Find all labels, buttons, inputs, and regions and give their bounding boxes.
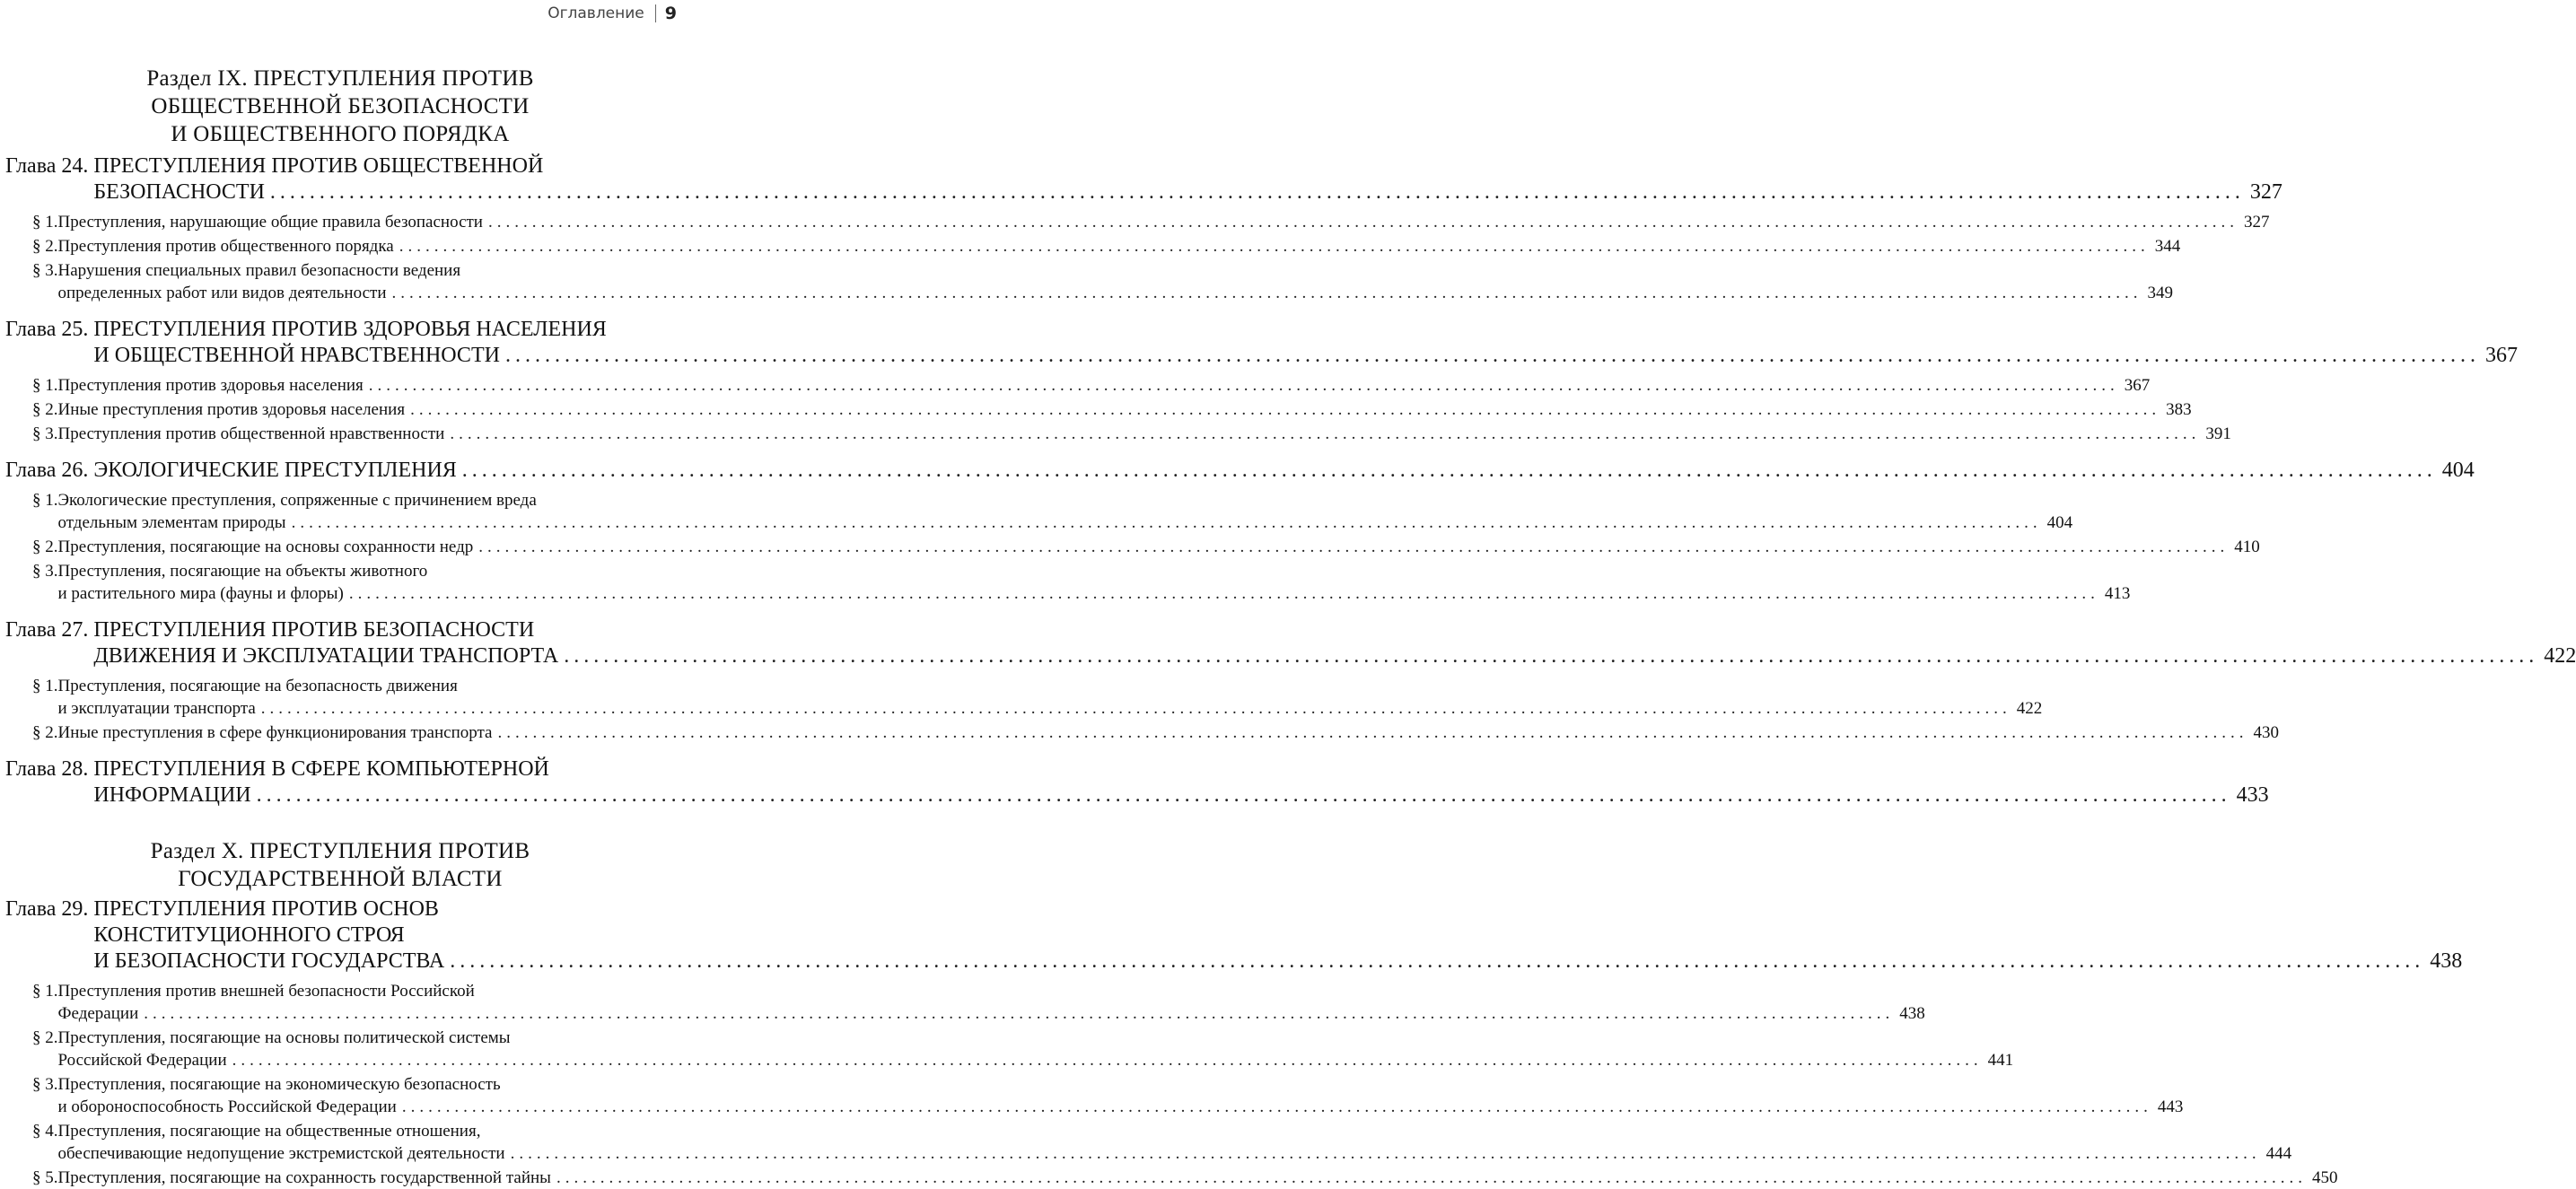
chapter-entry [5, 756, 2269, 809]
paragraph-line: Преступления, нарушающие общие правила безопасности [57, 213, 483, 232]
paragraph-page-number: 344 [2154, 237, 2181, 256]
chapter-line: И БЕЗОПАСНОСТИ ГОСУДАРСТВА [93, 949, 445, 973]
paragraph-page-number: 410 [2234, 538, 2260, 556]
paragraph-line: и растительного мира (фауны и флоры) [57, 584, 344, 603]
chapter-text [93, 756, 2268, 809]
paragraph-last-line [58, 697, 2043, 720]
paragraph-line: Преступления, посягающие на основы сохранности недр [57, 538, 474, 556]
chapter-line: БЕЗОПАСНОСТИ [93, 180, 265, 204]
dot-leader: ........................................................................................................................................................................................................ [399, 237, 2150, 256]
paragraph-last-line [58, 282, 2173, 304]
chapter-line: ПРЕСТУПЛЕНИЯ ПРОТИВ ОБЩЕСТВЕННОЙ [93, 154, 544, 178]
dot-leader: ........................................................................................................................................................................................................ [556, 1168, 2307, 1187]
chapter-page-number: 367 [2484, 344, 2518, 367]
paragraph-text [58, 536, 2260, 558]
chapter-line: ИНФОРМАЦИИ [93, 783, 251, 807]
paragraph-number: § 3. [32, 424, 58, 443]
chapter-line: КОНСТИТУЦИОННОГО СТРОЯ [93, 923, 405, 947]
paragraph-list [5, 489, 2260, 605]
paragraph-number: § 1. [32, 491, 58, 510]
paragraph-last-line [58, 235, 2181, 258]
chapter-text [93, 458, 2474, 484]
chapter-text [93, 153, 2282, 205]
paragraph-entry [5, 980, 1925, 1025]
section-title-line: Раздел IX. ПРЕСТУПЛЕНИЯ ПРОТИВ [146, 66, 534, 91]
paragraph-page-number: 383 [2166, 400, 2192, 419]
chapter-last-line [93, 643, 2576, 669]
dot-leader: ........................................................................................................................................................................................................ [401, 1097, 2152, 1116]
chapter-line: И ОБЩЕСТВЕННОЙ НРАВСТВЕННОСТИ [93, 344, 500, 367]
chapter-number: Глава 24. [5, 154, 89, 178]
dot-leader: ........................................................................................................................................................................................................ [368, 376, 2119, 395]
paragraph-page-number: 450 [2311, 1168, 2338, 1187]
paragraph-line: обеспечивающие недопущение экстремистской деятельности [57, 1144, 505, 1163]
paragraph-entry [5, 1167, 2338, 1189]
paragraph-line: и эксплуатации транспорта [57, 699, 256, 718]
paragraph-line: отдельным элементам природы [57, 513, 286, 532]
section-title-line: ГОСУДАРСТВЕННОЙ ВЛАСТИ [178, 867, 503, 891]
paragraph-number: § 1. [32, 677, 58, 695]
chapter-page-number: 433 [2236, 783, 2269, 807]
paragraph-number: § 2. [32, 538, 58, 556]
paragraph-list [5, 211, 2270, 304]
paragraph-text [58, 1027, 2014, 1071]
paragraph-list [5, 675, 2279, 744]
paragraph-text [58, 489, 2073, 534]
paragraph-last-line [58, 721, 2279, 744]
paragraph-number: § 1. [32, 376, 58, 395]
table-of-contents [5, 65, 2576, 1189]
chapter-text [93, 317, 2518, 369]
paragraph-text [58, 259, 2173, 304]
chapter-text [93, 617, 2576, 669]
dot-leader: ........................................................................................................................................................................................................ [461, 459, 2437, 482]
paragraph-line: Преступления против здоровья населения [57, 376, 364, 395]
paragraph-line: Российской Федерации [57, 1051, 227, 1070]
paragraph-number: § 2. [32, 723, 58, 742]
chapter-number: Глава 26. [5, 459, 89, 482]
paragraph-line: и обороноспособность Российской Федерации [57, 1097, 397, 1116]
paragraph-entry [5, 1073, 2184, 1118]
paragraph-last-line [58, 536, 2260, 558]
paragraph-entry [5, 235, 2181, 258]
dot-leader: ........................................................................................................................................................................................................ [504, 344, 2480, 367]
paragraph-text [58, 1073, 2184, 1118]
chapter-text [93, 896, 2462, 975]
dot-leader: ........................................................................................................................................................................................................ [256, 783, 2231, 807]
paragraph-entry [5, 259, 2173, 304]
paragraph-entry [5, 1027, 2014, 1071]
chapter-number: Глава 28. [5, 757, 89, 781]
paragraph-list [5, 374, 2231, 445]
dot-leader: ........................................................................................................................................................................................................ [410, 400, 2161, 419]
dot-leader: ........................................................................................................................................................................................................ [260, 699, 2011, 718]
paragraph-entry [5, 398, 2192, 421]
chapter-page-number: 438 [2430, 949, 2463, 973]
chapter-last-line [93, 949, 2462, 975]
chapter-line: ПРЕСТУПЛЕНИЯ ПРОТИВ ОСНОВ [93, 897, 439, 921]
chapter-last-line [93, 179, 2282, 205]
paragraph-text [58, 423, 2231, 445]
paragraph-text [58, 1120, 2292, 1165]
chapter-page-number: 404 [2441, 459, 2475, 482]
paragraph-number: § 3. [32, 1075, 58, 1094]
paragraph-entry [5, 560, 2131, 605]
paragraph-page-number: 441 [1987, 1051, 2014, 1070]
paragraph-number: § 1. [32, 982, 58, 1001]
paragraph-text [58, 1167, 2338, 1189]
paragraph-number: § 2. [32, 1028, 58, 1047]
paragraph-last-line [58, 211, 2270, 233]
dot-leader: ........................................................................................................................................................................................................ [497, 723, 2248, 742]
running-header [548, 0, 677, 27]
dot-leader: ........................................................................................................................................................................................................ [564, 644, 2539, 668]
page-number: 9 [664, 4, 677, 23]
chapter-line: ЭКОЛОГИЧЕСКИЕ ПРЕСТУПЛЕНИЯ [93, 459, 457, 482]
chapter-last-line [93, 458, 2474, 484]
paragraph-line: Преступления, посягающие на объекты животного [57, 562, 428, 581]
paragraph-entry [5, 675, 2043, 720]
paragraph-page-number: 413 [2104, 584, 2131, 603]
paragraph-number: § 2. [32, 400, 58, 419]
paragraph-line: Иные преступления против здоровья населения [57, 400, 406, 419]
chapter-entry [5, 617, 2576, 669]
paragraph-line: Федерации [57, 1004, 139, 1023]
paragraph-page-number: 391 [2205, 424, 2231, 443]
paragraph-text [58, 980, 1925, 1025]
paragraph-number: § 5. [32, 1168, 58, 1187]
dot-leader: ........................................................................................................................................................................................................ [348, 584, 2099, 603]
paragraph-line: Иные преступления в сфере функционирования транспорта [57, 723, 493, 742]
dot-leader: ........................................................................................................................................................................................................ [487, 213, 2239, 232]
section-title [5, 65, 675, 148]
paragraph-number: § 4. [32, 1122, 58, 1141]
section-title-line: Раздел X. ПРЕСТУПЛЕНИЯ ПРОТИВ [150, 839, 530, 863]
paragraph-entry [5, 423, 2231, 445]
dot-leader: ........................................................................................................................................................................................................ [478, 538, 2230, 556]
paragraph-page-number: 430 [2253, 723, 2279, 742]
paragraph-line: Экологические преступления, сопряженные с причинением вреда [57, 491, 537, 510]
paragraph-last-line [58, 398, 2192, 421]
paragraph-line: Преступления, посягающие на основы политической системы [57, 1028, 511, 1047]
section-title-line: ОБЩЕСТВЕННОЙ БЕЗОПАСНОСТИ [151, 94, 530, 118]
paragraph-page-number: 443 [2157, 1097, 2184, 1116]
paragraph-last-line [58, 1096, 2184, 1118]
dot-leader: ........................................................................................................................................................................................................ [510, 1144, 2261, 1163]
chapter-entry [5, 896, 2463, 975]
paragraph-page-number: 444 [2265, 1144, 2292, 1163]
paragraph-page-number: 422 [2016, 699, 2043, 718]
dot-leader: ........................................................................................................................................................................................................ [269, 180, 2245, 204]
paragraph-line: Преступления, посягающие на экономическую безопасность [57, 1075, 501, 1094]
paragraph-number: § 3. [32, 562, 58, 581]
paragraph-last-line [58, 1142, 2292, 1165]
chapter-line: ПРЕСТУПЛЕНИЯ В СФЕРЕ КОМПЬЮТЕРНОЙ [93, 757, 549, 781]
paragraph-number: § 3. [32, 261, 58, 280]
dot-leader: ........................................................................................................................................................................................................ [450, 949, 2425, 973]
paragraph-page-number: 367 [2124, 376, 2151, 395]
paragraph-number: § 2. [32, 237, 58, 256]
paragraph-page-number: 349 [2147, 284, 2173, 302]
chapter-number: Глава 27. [5, 618, 89, 642]
chapter-line: ПРЕСТУПЛЕНИЯ ПРОТИВ БЕЗОПАСНОСТИ [93, 618, 535, 642]
chapter-line: ДВИЖЕНИЯ И ЭКСПЛУАТАЦИИ ТРАНСПОРТА [93, 644, 559, 668]
chapter-last-line [93, 343, 2518, 369]
paragraph-entry [5, 721, 2279, 744]
paragraph-page-number: 404 [2046, 513, 2073, 532]
paragraph-page-number: 438 [1899, 1004, 1925, 1023]
paragraph-entry [5, 211, 2270, 233]
paragraph-page-number: 327 [2243, 213, 2270, 232]
paragraph-number: § 1. [32, 213, 58, 232]
paragraph-line: Нарушения специальных правил безопасности ведения [57, 261, 461, 280]
paragraph-line: Преступления, посягающие на сохранность государственной тайны [57, 1168, 551, 1187]
paragraph-entry [5, 489, 2073, 534]
chapter-last-line [93, 782, 2268, 809]
chapter-entry [5, 458, 2475, 484]
chapter-page-number: 327 [2249, 180, 2282, 204]
paragraph-line: Преступления против внешней безопасности Российской [57, 982, 475, 1001]
paragraph-line: Преступления против общественной нравственности [57, 424, 445, 443]
paragraph-text [58, 398, 2192, 421]
paragraph-line: Преступления, посягающие на безопасность движения [57, 677, 458, 695]
paragraph-text [58, 211, 2270, 233]
paragraph-last-line [58, 1002, 1925, 1025]
paragraph-line: определенных работ или видов деятельности [57, 284, 387, 302]
dot-leader: ........................................................................................................................................................................................................ [232, 1051, 1983, 1070]
paragraph-entry [5, 374, 2151, 397]
running-header-title: Оглавление [548, 4, 644, 22]
chapter-entry [5, 153, 2282, 205]
paragraph-entry [5, 1120, 2292, 1165]
paragraph-text [58, 721, 2279, 744]
paragraph-list [5, 980, 2338, 1189]
paragraph-line: Преступления против общественного порядка [57, 237, 394, 256]
section-title-line: И ОБЩЕСТВЕННОГО ПОРЯДКА [171, 122, 510, 146]
paragraph-text [58, 235, 2181, 258]
paragraph-last-line [58, 374, 2151, 397]
paragraph-text [58, 560, 2131, 605]
paragraph-last-line [58, 511, 2073, 534]
paragraph-last-line [58, 1049, 2014, 1071]
section-title [5, 837, 675, 893]
paragraph-text [58, 374, 2151, 397]
dot-leader: ........................................................................................................................................................................................................ [291, 513, 2042, 532]
chapter-number: Глава 25. [5, 318, 89, 341]
chapter-line: ПРЕСТУПЛЕНИЯ ПРОТИВ ЗДОРОВЬЯ НАСЕЛЕНИЯ [93, 318, 607, 341]
paragraph-last-line [58, 423, 2231, 445]
dot-leader: ........................................................................................................................................................................................................ [144, 1004, 1895, 1023]
paragraph-last-line [58, 1167, 2338, 1189]
paragraph-text [58, 675, 2043, 720]
paragraph-last-line [58, 582, 2131, 605]
paragraph-entry [5, 536, 2260, 558]
dot-leader: ........................................................................................................................................................................................................ [391, 284, 2142, 302]
header-divider [655, 4, 656, 22]
paragraph-line: Преступления, посягающие на общественные отношения, [57, 1122, 481, 1141]
chapter-entry [5, 317, 2518, 369]
chapter-page-number: 422 [2544, 644, 2576, 668]
dot-leader: ........................................................................................................................................................................................................ [450, 424, 2201, 443]
chapter-number: Глава 29. [5, 897, 89, 921]
